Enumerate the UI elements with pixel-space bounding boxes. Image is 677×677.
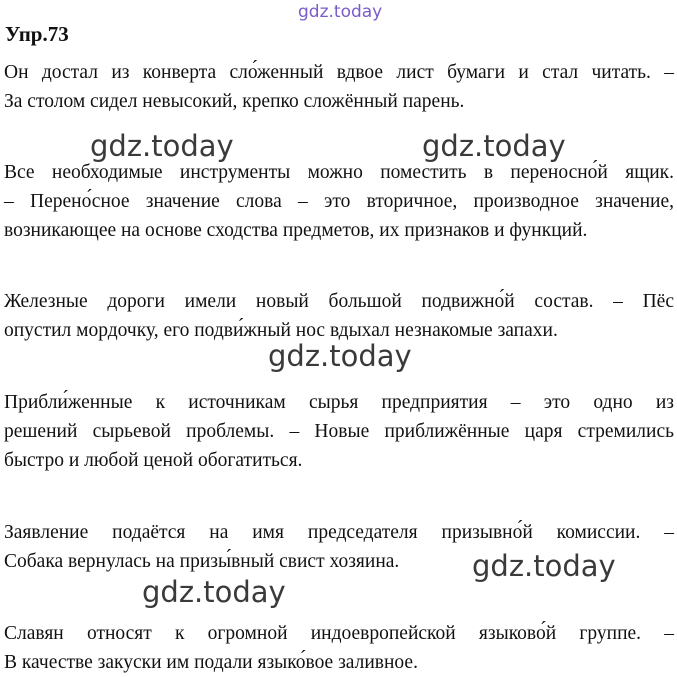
- paragraph-1: [4, 58, 674, 116]
- watermark-text: gdz.today: [90, 129, 234, 163]
- site-watermark: gdz.today: [298, 2, 383, 22]
- text-line: Заявление подаётся на имя председателя призывно́й комиссии. –: [4, 522, 674, 543]
- watermark-text: gdz.today: [268, 339, 412, 373]
- text-line: Прибли́женные к источникам сырья предприятия – это одно из: [4, 392, 674, 413]
- text-line: В качестве закуски им подали языко́вое заливное.: [4, 652, 418, 673]
- text-line: За столом сидел невысокий, крепко сложённый парень.: [4, 91, 465, 112]
- text-line: решений сырьевой проблемы. – Новые приближённые царя стремились: [4, 421, 674, 442]
- text-line: Славян относят к огромной индоевропейской языково́й группе. –: [4, 623, 674, 644]
- exercise-title: Упр.73: [5, 22, 69, 46]
- watermark-text: gdz.today: [472, 549, 616, 583]
- paragraph-6: [4, 619, 674, 677]
- text-line: быстро и любой ценой обогатиться.: [4, 450, 303, 471]
- text-line: опустил мордочку, его подви́жный нос вдыхал незнакомые запахи.: [4, 320, 558, 341]
- watermark-text: gdz.today: [142, 575, 286, 609]
- text-line: Железные дороги имели новый большой подвижно́й состав. – Пёс: [4, 291, 674, 312]
- text-line: – Перено́сное значение слова – это вторичное, производное значение,: [4, 191, 674, 212]
- text-line: Собака вернулась на призы́вный свист хозяина.: [4, 551, 400, 572]
- text-line: Он достал из конверта сло́женный вдвое лист бумаги и стал читать. –: [4, 62, 674, 83]
- paragraph-4: [4, 388, 674, 475]
- watermark-text: gdz.today: [422, 129, 566, 163]
- text-line: Все необходимые инструменты можно поместить в переносно́й ящик.: [4, 162, 674, 183]
- paragraph-2: [4, 158, 674, 245]
- paragraph-3: [4, 287, 674, 345]
- text-line: возникающее на основе сходства предметов, их признаков и функций.: [4, 220, 588, 241]
